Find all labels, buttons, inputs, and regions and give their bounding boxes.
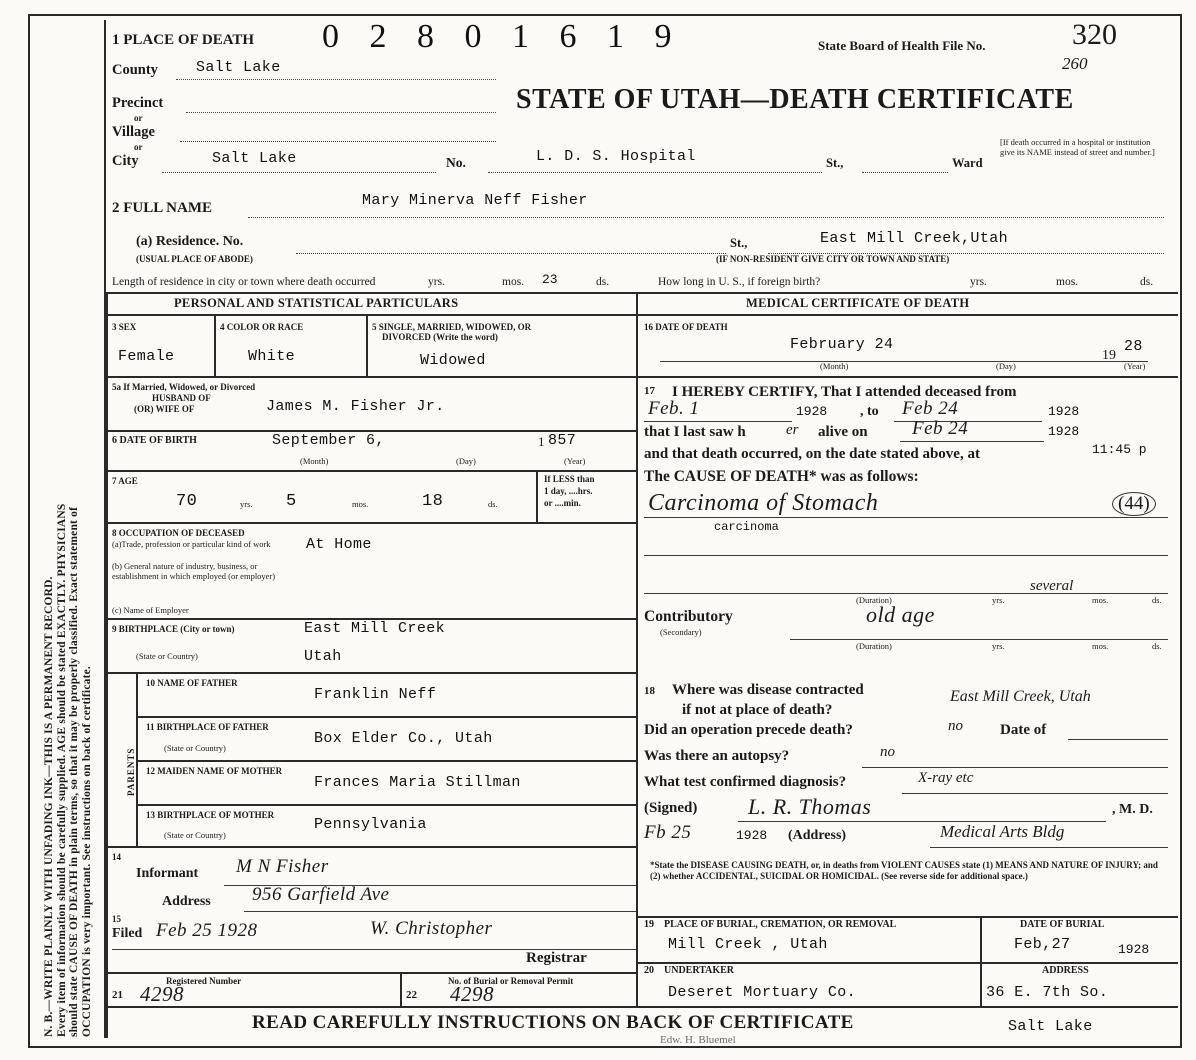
registrar-label: Registrar	[526, 950, 587, 966]
less-than-label-2: 1 day, ....hrs.	[544, 486, 593, 496]
col-divider-2122	[400, 972, 402, 1006]
cause-of-death-value: Carcinoma of Stomach	[648, 490, 879, 516]
dob-year-prefix: 1	[538, 434, 545, 449]
signed-address-value: Medical Arts Bldg	[940, 822, 1065, 841]
residence-value: East Mill Creek,Utah	[820, 230, 1009, 247]
undertaker-city-value: Salt Lake	[1008, 1018, 1093, 1035]
dod-year-sub: (Year)	[1124, 361, 1146, 371]
row-divider-9	[106, 672, 638, 674]
last-saw-rule	[900, 440, 1044, 442]
informant-value: M N Fisher	[236, 856, 329, 877]
undertaker-number: 20	[644, 965, 654, 976]
test-value: X-ray etc	[918, 770, 974, 786]
col-divider-burial	[980, 916, 982, 1006]
undertaker-label: UNDERTAKER	[664, 965, 735, 976]
attend-to-year: 1928	[1048, 404, 1080, 419]
dob-month-sub: (Month)	[300, 456, 329, 466]
signed-date-value: Fb 25	[644, 822, 692, 843]
registrar-signature: W. Christopher	[370, 918, 493, 939]
certify-number: 17	[644, 385, 655, 397]
occupation-a-label: (a)Trade, profession or particular kind of work	[112, 539, 271, 549]
marital-label-2: DIVORCED (Write the word)	[382, 332, 498, 342]
ward-label: Ward	[952, 156, 983, 170]
street-rule	[488, 171, 822, 173]
signed-address-rule	[930, 846, 1168, 848]
mother-bp-value: Pennsylvania	[314, 816, 427, 833]
county-value: Salt Lake	[196, 59, 281, 76]
precinct-rule	[186, 111, 496, 113]
attend-from-value: Feb. 1	[648, 398, 700, 419]
certify-label: I HEREBY CERTIFY, That I attended deceased from	[672, 384, 1017, 400]
margin-note-line-2: Every item of information should be carefully supplied. AGE should be stated EXACTLY. PHYSICIANS	[55, 503, 68, 1037]
col-divider-age	[536, 470, 538, 522]
length-yrs-label: yrs.	[428, 276, 445, 288]
filed-date-value: Feb 25 1928	[156, 920, 258, 941]
howlong-label: How long in U. S., if foreign birth?	[658, 276, 821, 288]
howlong-mos-label: mos.	[1056, 276, 1079, 288]
marital-label: 5 SINGLE, MARRIED, WIDOWED, OR	[372, 322, 532, 332]
occupation-c-label: (c) Name of Employer	[112, 605, 189, 615]
age-yrs-sub: yrs.	[240, 499, 253, 509]
attend-to-value: Feb 24	[902, 398, 959, 419]
contributory-rule	[790, 638, 1168, 640]
age-months-value: 5	[286, 492, 297, 511]
informant-label: Informant	[136, 866, 199, 881]
duration-mos: mos.	[1092, 595, 1109, 605]
right-section-header: MEDICAL CERTIFICATE OF DEATH	[746, 296, 970, 310]
county-label: County	[112, 62, 158, 78]
burial-permit-num: 22	[406, 989, 417, 1001]
row-divider-19-bottom	[638, 962, 1178, 964]
father-value: Franklin Neff	[314, 686, 437, 703]
state-file-number: 320	[1072, 18, 1117, 51]
cause-label: The CAUSE OF DEATH* was as follows:	[644, 468, 919, 485]
registered-number-num: 21	[112, 989, 123, 1001]
signed-year-value: 1928	[736, 828, 768, 843]
undertaker-address-value: 36 E. 7th So.	[986, 984, 1109, 1001]
col-divider-race	[366, 316, 368, 376]
mother-label: 12 MAIDEN NAME OF MOTHER	[146, 766, 283, 776]
length-of-residence-label: Length of residence in city or town where death occurred	[112, 276, 376, 288]
footer-instructions: READ CAREFULLY INSTRUCTIONS ON BACK OF CERTIFICATE	[252, 1012, 854, 1033]
dob-year-sub: (Year)	[564, 456, 586, 466]
mother-bp-sub: (State or Country)	[164, 830, 226, 840]
footer-stamp: Edw. H. Bluemel	[660, 1034, 736, 1046]
occupation-a-value: At Home	[306, 536, 372, 553]
duration-ds: ds.	[1152, 595, 1162, 605]
city-rule	[162, 171, 436, 173]
duration-yrs: yrs.	[992, 595, 1005, 605]
duration2-yrs: yrs.	[992, 641, 1005, 651]
residence-st-label: St.,	[730, 236, 748, 250]
informant-number: 14	[112, 852, 121, 862]
row-divider-21	[106, 972, 638, 974]
row-divider-bottom	[106, 1006, 1178, 1008]
row-divider-11	[136, 760, 638, 762]
or-label-2: or	[134, 142, 143, 152]
burial-number: 19	[644, 919, 654, 930]
usual-place-label: (USUAL PLACE OF ABODE)	[136, 254, 253, 264]
burial-date-label: DATE OF BURIAL	[1020, 919, 1105, 930]
alive-label: alive on	[818, 424, 868, 440]
parents-bracket-line	[136, 672, 138, 846]
mother-bp-label: 13 BIRTHPLACE OF MOTHER	[146, 810, 275, 820]
burial-date-value: Feb,27	[1014, 936, 1071, 953]
nonresident-label: (IF NON-RESIDENT GIVE CITY OR TOWN AND STATE)	[716, 254, 950, 264]
dod-day-sub: (Day)	[996, 361, 1016, 371]
contracted-number: 18	[644, 685, 655, 697]
last-saw-label: that I last saw h	[644, 424, 746, 440]
row-divider-3	[106, 376, 638, 378]
marital-value: Widowed	[420, 352, 486, 369]
row-divider-6	[106, 470, 638, 472]
occupation-b-label: (b) General nature of industry, business, or establishment in which employed (or employer)	[112, 561, 276, 581]
registered-number-value: 4298	[140, 982, 184, 1006]
left-section-header: PERSONAL AND STATISTICAL PARTICULARS	[174, 296, 459, 310]
birthplace-state-label: (State or Country)	[136, 651, 198, 661]
father-bp-sub: (State or Country)	[164, 743, 226, 753]
burial-place-value: Mill Creek , Utah	[668, 936, 828, 953]
secondary-label: (Secondary)	[660, 627, 702, 637]
sex-label: 3 SEX	[112, 322, 137, 332]
filed-label: Filed	[112, 926, 143, 941]
col-divider-sex	[214, 316, 216, 376]
margin-note-line-1: N. B.—WRITE PLAINLY WITH UNFADING INK—THIS IS A PERMANENT RECORD.	[43, 576, 55, 1037]
or-label-1: or	[134, 113, 143, 123]
duration2-ds: ds.	[1152, 641, 1162, 651]
undertaker-address-label: ADDRESS	[1042, 965, 1089, 976]
state-file-number-alt: 260	[1062, 54, 1088, 73]
street-suffix-label: St.,	[826, 156, 844, 170]
howlong-yrs-label: yrs.	[970, 276, 987, 288]
residence-label: (a) Residence. No.	[136, 234, 244, 249]
duration2-mos: mos.	[1092, 641, 1109, 651]
last-saw-suffix: er	[786, 422, 799, 438]
attend-from-year: 1928	[796, 404, 828, 419]
operation-date-label: Date of	[1000, 722, 1047, 738]
autopsy-label: Was there an autopsy?	[644, 748, 790, 764]
test-rule	[902, 792, 1168, 794]
dob-year-value: 857	[548, 432, 577, 449]
less-than-label: If LESS than	[544, 474, 595, 484]
death-time-value: 11:45 p	[1092, 442, 1147, 457]
margin-note-block	[34, 20, 106, 1038]
autopsy-rule	[862, 766, 1168, 768]
dod-year-prefix: 19	[1102, 348, 1116, 363]
dod-year-value: 28	[1124, 338, 1143, 355]
divider-section-headers	[106, 314, 1178, 316]
county-rule	[176, 78, 496, 80]
cause-code: (44)	[1112, 492, 1156, 516]
less-than-label-3: or ....min.	[544, 498, 581, 508]
father-bp-label: 11 BIRTHPLACE OF FATHER	[146, 722, 269, 732]
duration-value: several	[1030, 578, 1074, 594]
margin-note-rotated	[33, 21, 103, 1037]
dod-value: February 24	[790, 336, 894, 353]
age-mos-sub: mos.	[352, 499, 369, 509]
dob-label: 6 DATE OF BIRTH	[112, 435, 197, 446]
full-name-value: Mary Minerva Neff Fisher	[362, 192, 588, 209]
length-mos-value: 23	[542, 272, 558, 287]
ward-rule	[862, 171, 948, 173]
age-ds-sub: ds.	[488, 499, 498, 509]
birthplace-value: East Mill Creek	[304, 620, 446, 637]
spouse-label-2: HUSBAND OF	[152, 393, 211, 403]
parents-label: PARENTS	[126, 747, 136, 796]
dod-month-sub: (Month)	[820, 361, 849, 371]
last-saw-date: Feb 24	[912, 418, 969, 439]
last-saw-year: 1928	[1048, 424, 1080, 439]
sex-value: Female	[118, 348, 175, 365]
residence-rule	[296, 252, 726, 254]
age-days-value: 18	[422, 492, 444, 511]
signed-label: (Signed)	[644, 800, 698, 816]
ward-note: [If death occurred in a hospital or institution give its NAME instead of street and number.]	[1000, 137, 1155, 157]
cause-typed-value: carcinoma	[714, 520, 779, 534]
operation-date-rule	[1068, 738, 1168, 740]
divider-vertical-main	[636, 292, 638, 1006]
divider-top-sections	[106, 292, 1178, 294]
contributory-value: old age	[866, 602, 935, 627]
age-label: 7 AGE	[112, 476, 138, 486]
contracted-label: Where was disease contracted	[672, 682, 864, 698]
informant-address-label: Address	[162, 894, 211, 909]
dob-day-sub: (Day)	[456, 456, 476, 466]
row-divider-12	[136, 804, 638, 806]
margin-note-line-3: should state CAUSE OF DEATH in plain terms, so that it may be properly classified. Exact statement of	[68, 506, 80, 1037]
hospital-name-value: L. D. S. Hospital	[536, 148, 696, 165]
cause-rule-2	[644, 554, 1168, 556]
contracted-label-2: if not at place of death?	[682, 702, 833, 718]
signed-value: L. R. Thomas	[748, 794, 872, 819]
row-divider-7	[106, 522, 638, 524]
row-divider-19-top	[638, 916, 1178, 918]
row-divider-13	[106, 846, 638, 848]
dob-value: September 6,	[272, 432, 385, 449]
registered-number-label: Registered Number	[166, 976, 242, 986]
filed-number: 15	[112, 914, 121, 924]
state-file-label: State Board of Health File No.	[818, 38, 986, 53]
burial-label: PLACE OF BURIAL, CREMATION, OR REMOVAL	[664, 919, 897, 930]
howlong-ds-label: ds.	[1140, 276, 1154, 288]
certificate-title: STATE OF UTAH—DEATH CERTIFICATE	[516, 84, 1074, 115]
race-label: 4 COLOR OR RACE	[220, 322, 304, 332]
spouse-value: James M. Fisher Jr.	[266, 398, 445, 415]
operation-label: Did an operation precede death?	[644, 722, 853, 738]
dod-label: 16 DATE OF DEATH	[644, 322, 728, 332]
registration-number: 0 2 8 0 1 6 1 9	[322, 18, 683, 55]
precinct-label: Precinct	[112, 95, 164, 111]
divider-vertical-left	[106, 292, 108, 1038]
undertaker-value: Deseret Mortuary Co.	[668, 984, 857, 1001]
cause-footnote: *State the DISEASE CAUSING DEATH, or, in deaths from VIOLENT CAUSES state (1) MEANS AND NATURE OF INJURY; and (2) whether ACCIDENTAL, SUICIDAL OR HOMICIDAL. (See reverse side for additional space.)	[650, 860, 1158, 881]
village-rule	[180, 140, 496, 142]
burial-permit-value: 4298	[450, 982, 494, 1006]
street-no-label: No.	[446, 155, 466, 170]
test-label: What test confirmed diagnosis?	[644, 774, 847, 790]
burial-permit-label: No. of Burial or Removal Permit	[448, 976, 574, 986]
city-value: Salt Lake	[212, 150, 297, 167]
autopsy-value: no	[880, 744, 895, 760]
death-occurred-label: and that death occurred, on the date stated above, at	[644, 446, 980, 462]
contracted-value: East Mill Creek, Utah	[950, 688, 1091, 705]
place-of-death-label: 1 PLACE OF DEATH	[112, 32, 255, 48]
cause-rule-3	[644, 592, 1168, 594]
occupation-label: 8 OCCUPATION OF DECEASED	[112, 528, 245, 538]
dod-rule	[660, 360, 1148, 362]
md-label: , M. D.	[1112, 802, 1153, 817]
city-label: City	[112, 153, 139, 169]
full-name-label: 2 FULL NAME	[112, 200, 213, 216]
birthplace-label: 9 BIRTHPLACE (City or town)	[112, 624, 235, 634]
full-name-rule	[248, 216, 1164, 218]
burial-year-value: 1928	[1118, 942, 1150, 957]
parents-label-wrap	[112, 730, 134, 800]
to-label: , to	[860, 404, 879, 419]
signed-address-label: (Address)	[788, 828, 847, 843]
spouse-label-3: (OR) WIFE OF	[134, 404, 195, 414]
birthplace-state-value: Utah	[304, 648, 342, 665]
length-mos-label: mos.	[502, 276, 525, 288]
margin-note-line-4: OCCUPATION is very important. See instructions on back of certificate.	[80, 666, 93, 1037]
row-divider-10	[136, 716, 638, 718]
operation-value: no	[948, 718, 963, 734]
mother-value: Frances Maria Stillman	[314, 774, 521, 791]
attend-from-rule	[644, 420, 792, 422]
spouse-label: 5a If Married, Widowed, or Divorced	[112, 382, 256, 392]
father-bp-value: Box Elder Co., Utah	[314, 730, 493, 747]
age-years-value: 70	[176, 492, 198, 511]
row-divider-16	[638, 376, 1178, 378]
duration-label: (Duration)	[856, 595, 892, 605]
village-label: Village	[112, 124, 155, 140]
informant-address-rule	[244, 910, 636, 912]
informant-address-value: 956 Garfield Ave	[252, 884, 390, 905]
duration2-label: (Duration)	[856, 641, 892, 651]
length-ds-label: ds.	[596, 276, 610, 288]
father-label: 10 NAME OF FATHER	[146, 678, 238, 688]
race-value: White	[248, 348, 296, 365]
contributory-label: Contributory	[644, 608, 733, 625]
